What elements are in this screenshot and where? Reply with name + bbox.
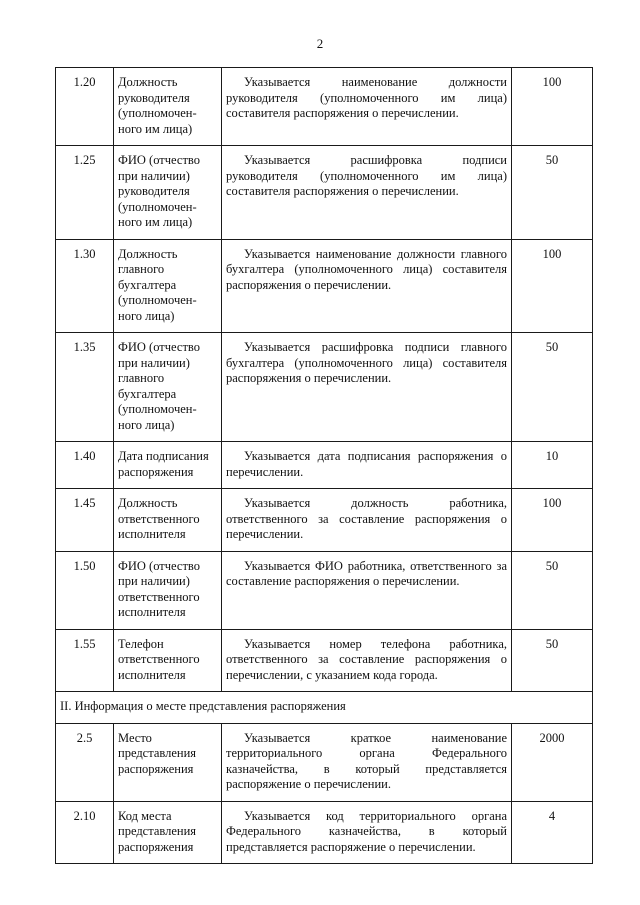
field-description bbox=[222, 239, 512, 333]
table-row bbox=[56, 489, 593, 552]
row-number: 2.10 bbox=[56, 801, 114, 864]
table-row bbox=[56, 551, 593, 629]
field-name: Должность руководителя (уполномочен-ного им лица) bbox=[114, 68, 222, 146]
field-length: 50 bbox=[512, 629, 593, 692]
field-length: 100 bbox=[512, 489, 593, 552]
field-length: 50 bbox=[512, 146, 593, 240]
row-number: 1.20 bbox=[56, 68, 114, 146]
field-description bbox=[222, 442, 512, 489]
row-number: 1.55 bbox=[56, 629, 114, 692]
requisites-table bbox=[55, 67, 593, 864]
field-name: Должность ответственного исполнителя bbox=[114, 489, 222, 552]
table-row bbox=[56, 239, 593, 333]
field-length: 2000 bbox=[512, 723, 593, 801]
page-number: 2 bbox=[316, 36, 324, 51]
description-text: Указывается расшифровка подписи главного бухгалтера (уполномоченного лица) составителя распоряжения о перечислении. bbox=[226, 340, 507, 385]
table-body bbox=[56, 68, 593, 864]
row-number: 1.25 bbox=[56, 146, 114, 240]
row-number: 1.35 bbox=[56, 333, 114, 442]
field-length: 50 bbox=[512, 333, 593, 442]
table-row bbox=[56, 146, 593, 240]
table-row bbox=[56, 333, 593, 442]
section-row bbox=[56, 692, 593, 724]
description-text: Указывается номер телефона работника, ответственного за составление распоряжения о перечислении, с указанием кода города. bbox=[226, 636, 507, 682]
description-text: Указывается краткое наименование территориального органа Федерального казначейства, в который представляется распоряжение о перечислении. bbox=[226, 730, 507, 791]
field-name: ФИО (отчество при наличии) ответственного исполнителя bbox=[114, 551, 222, 629]
table-row bbox=[56, 629, 593, 692]
field-name: Телефон ответственного исполнителя bbox=[114, 629, 222, 692]
description-text: Указывается расшифровка подписи руководителя (уполномоченного им лица) составителя распоряжения о перечислении. bbox=[226, 153, 507, 198]
field-length: 100 bbox=[512, 239, 593, 333]
table-row bbox=[56, 801, 593, 864]
field-description bbox=[222, 551, 512, 629]
row-number: 1.50 bbox=[56, 551, 114, 629]
section-title: II. Информация о месте представления распоряжения bbox=[56, 692, 593, 724]
field-name: Должность главного бухгалтера (уполномочен-ного лица) bbox=[114, 239, 222, 333]
description-text: Указывается код территориального органа Федерального казначейства, в который представляется распоряжение о перечислении. bbox=[226, 808, 507, 854]
field-length: 10 bbox=[512, 442, 593, 489]
field-description bbox=[222, 333, 512, 442]
field-description bbox=[222, 629, 512, 692]
field-description bbox=[222, 723, 512, 801]
field-name: ФИО (отчество при наличии) руководителя (уполномочен-ного им лица) bbox=[114, 146, 222, 240]
row-number: 1.30 bbox=[56, 239, 114, 333]
field-name: Дата подписания распоряжения bbox=[114, 442, 222, 489]
description-text: Указывается должность работника, ответственного за составление распоряжения о перечислении. bbox=[226, 496, 507, 541]
field-description bbox=[222, 489, 512, 552]
field-name: Код места представления распоряжения bbox=[114, 801, 222, 864]
field-description bbox=[222, 801, 512, 864]
table-row bbox=[56, 68, 593, 146]
description-text: Указывается наименование должности главного бухгалтера (уполномоченного лица) составителя распоряжения о перечислении. bbox=[226, 246, 507, 292]
field-length: 100 bbox=[512, 68, 593, 146]
description-text: Указывается ФИО работника, ответственного за составление распоряжения о перечислении. bbox=[226, 558, 507, 588]
field-length: 4 bbox=[512, 801, 593, 864]
field-description bbox=[222, 68, 512, 146]
description-text: Указывается дата подписания распоряжения о перечислении. bbox=[226, 449, 507, 479]
field-name: ФИО (отчество при наличии) главного бухгалтера (уполномочен-ного лица) bbox=[114, 333, 222, 442]
row-number: 2.5 bbox=[56, 723, 114, 801]
table-row bbox=[56, 723, 593, 801]
field-description bbox=[222, 146, 512, 240]
table-row bbox=[56, 442, 593, 489]
description-text: Указывается наименование должности руководителя (уполномоченного им лица) составителя распоряжения о перечислении. bbox=[226, 75, 507, 120]
field-name: Место представления распоряжения bbox=[114, 723, 222, 801]
field-length: 50 bbox=[512, 551, 593, 629]
row-number: 1.40 bbox=[56, 442, 114, 489]
row-number: 1.45 bbox=[56, 489, 114, 552]
